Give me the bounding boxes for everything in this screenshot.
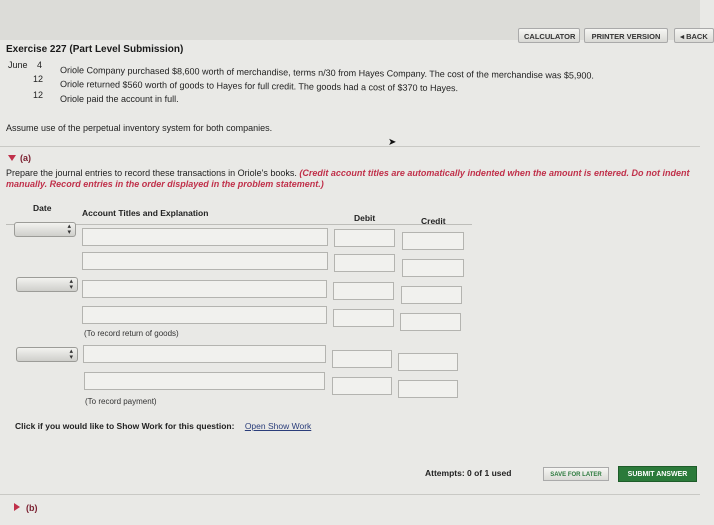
attempts-counter: Attempts: 0 of 1 used bbox=[425, 468, 512, 478]
account-title-input[interactable] bbox=[82, 306, 327, 324]
part-b-toggle[interactable] bbox=[14, 503, 38, 513]
printer-version-button[interactable]: PRINTER VERSION bbox=[584, 28, 668, 43]
calculator-button[interactable]: CALCULATOR bbox=[518, 28, 580, 43]
collapse-triangle-icon bbox=[14, 503, 20, 511]
part-a-label: (a) bbox=[20, 153, 31, 163]
debit-input[interactable] bbox=[333, 309, 394, 327]
back-button[interactable]: ◂ BACK bbox=[674, 28, 714, 43]
date-select[interactable] bbox=[14, 222, 76, 237]
part-a-toggle[interactable] bbox=[8, 153, 31, 163]
debit-input[interactable] bbox=[333, 282, 394, 300]
account-title-input[interactable] bbox=[82, 280, 327, 298]
select-arrows-icon: ▴ ▾ bbox=[69, 348, 73, 361]
problem-month: June bbox=[8, 60, 28, 70]
select-arrows-icon: ▴ ▾ bbox=[67, 223, 71, 236]
credit-input[interactable] bbox=[398, 353, 458, 371]
part-b-label: (b) bbox=[26, 503, 38, 513]
credit-input[interactable] bbox=[402, 259, 464, 277]
credit-input[interactable] bbox=[401, 286, 462, 304]
debit-input[interactable] bbox=[334, 254, 395, 272]
show-work-prompt: Click if you would like to Show Work for this question: bbox=[15, 421, 235, 431]
credit-input[interactable] bbox=[402, 232, 464, 250]
account-title-input[interactable] bbox=[84, 372, 325, 390]
instruction-text: Prepare the journal entries to record these transactions in Oriole's books. bbox=[6, 168, 297, 178]
problem-day: 4 bbox=[37, 60, 43, 70]
debit-input[interactable] bbox=[332, 377, 392, 395]
credit-column-header: Credit bbox=[421, 216, 446, 226]
account-title-input[interactable] bbox=[82, 228, 328, 246]
date-column-header: Date bbox=[33, 203, 52, 213]
divider bbox=[0, 146, 700, 147]
account-column-header: Account Titles and Explanation bbox=[82, 208, 209, 218]
assumption-text: Assume use of the perpetual inventory system for both companies. bbox=[6, 123, 273, 133]
debit-column-header: Debit bbox=[354, 213, 376, 223]
problem-day: 12 bbox=[33, 74, 44, 84]
submit-answer-button[interactable]: SUBMIT ANSWER bbox=[618, 466, 697, 482]
debit-input[interactable] bbox=[334, 229, 395, 247]
date-select[interactable] bbox=[16, 347, 78, 362]
credit-input[interactable] bbox=[400, 313, 461, 331]
account-title-input[interactable] bbox=[82, 252, 328, 270]
debit-input[interactable] bbox=[332, 350, 392, 368]
problem-day: 12 bbox=[33, 90, 44, 100]
account-title-input[interactable] bbox=[83, 345, 326, 363]
mouse-cursor-icon: ➤ bbox=[388, 137, 397, 148]
problem-line: Oriole Company purchased $8,600 worth of merchandise, terms n/30 from Hayes Company. The cost of the merchandise was $5,900. bbox=[59, 65, 594, 81]
problem-line: Oriole returned $560 worth of goods to Hayes for full credit. The goods had a cost of $370 to Hayes. bbox=[59, 79, 459, 94]
show-work-row bbox=[15, 421, 311, 431]
instruction-note: (Credit account titles are automatically indented when the amount is entered. Do not indent manually. Record entries in the order displayed in the problem statement.) bbox=[6, 168, 690, 189]
part-a-instructions bbox=[6, 168, 696, 190]
entry-note: (To record payment) bbox=[85, 397, 157, 406]
expand-triangle-icon bbox=[8, 155, 16, 161]
save-for-later-button[interactable]: SAVE FOR LATER bbox=[543, 467, 609, 481]
exercise-title: Exercise 227 (Part Level Submission) bbox=[6, 44, 184, 55]
problem-line: Oriole paid the account in full. bbox=[60, 94, 179, 104]
credit-input[interactable] bbox=[398, 380, 458, 398]
divider bbox=[0, 494, 700, 495]
date-select[interactable] bbox=[16, 277, 78, 292]
open-show-work-link[interactable]: Open Show Work bbox=[244, 421, 312, 431]
entry-note: (To record return of goods) bbox=[84, 329, 179, 338]
select-arrows-icon: ▴ ▾ bbox=[69, 278, 73, 291]
